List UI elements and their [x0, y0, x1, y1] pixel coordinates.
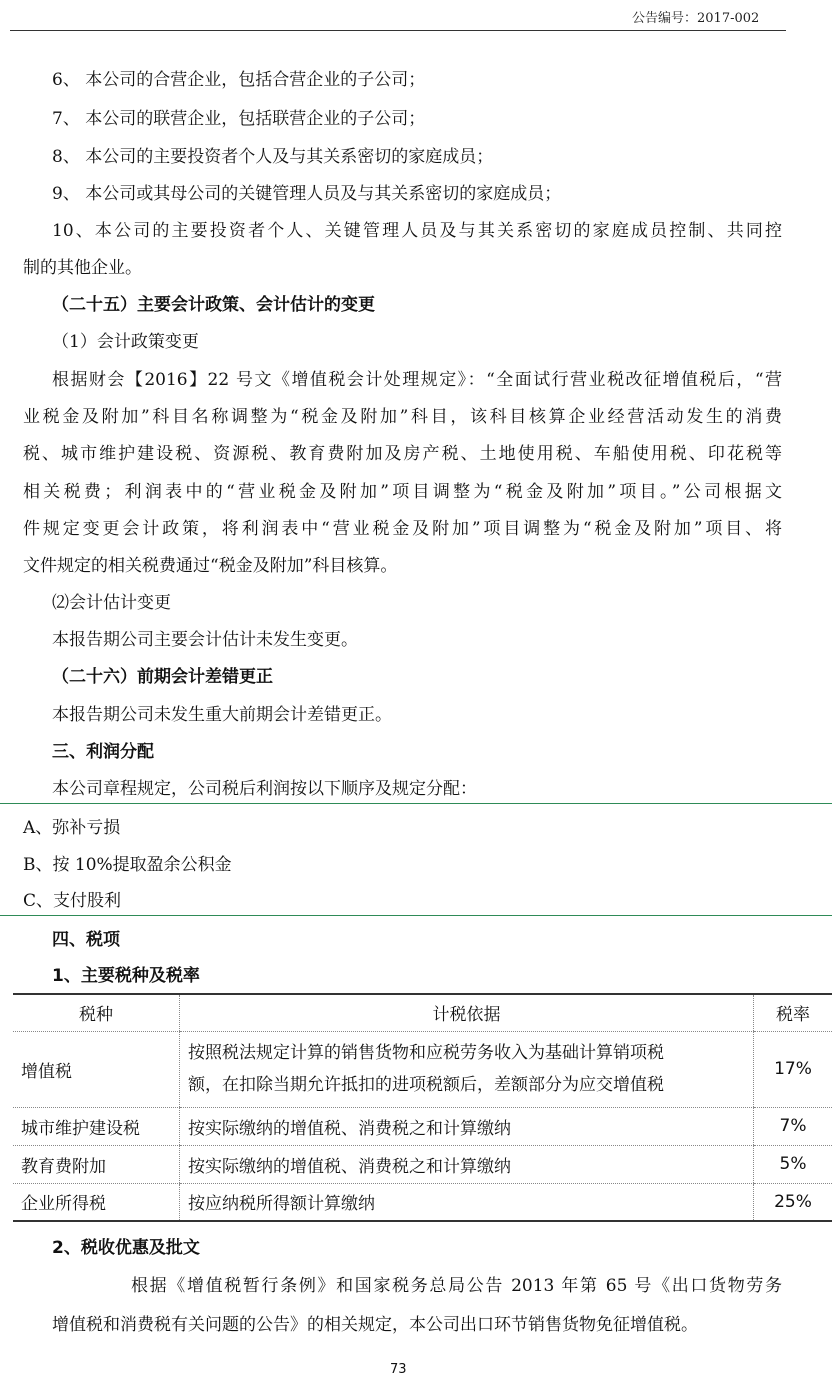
- section-heading-26: （二十六）前期会计差错更正: [52, 667, 273, 687]
- cell-tax-type: 增值税: [13, 1031, 180, 1107]
- paragraph-line: 相关税费；利润表中的“营业税金及附加”项目调整为“税金及附加”项目。”公司根据文: [23, 482, 782, 502]
- subheading-estimate-change: ⑵会计估计变更: [52, 593, 171, 613]
- paragraph-line: 根据财会【2016】22 号文《增值税会计处理规定》：“全面试行营业税改征增值税后，“营: [52, 370, 782, 390]
- list-item-10-line2: 制的其他企业。: [23, 258, 142, 278]
- distribution-item: C、支付股利: [23, 891, 122, 911]
- green-divider-top: [0, 803, 832, 804]
- column-header-tax-type: 税种: [13, 994, 180, 1031]
- paragraph-line: 税、城市维护建设税、资源税、教育费附加及房产税、土地使用税、车船使用税、印花税等: [23, 444, 782, 464]
- paragraph-line: 根据《增值税暂行条例》和国家税务总局公告 2013 年第 65 号《出口货物劳务: [131, 1276, 782, 1296]
- list-item-10-line1: 10、本公司的主要投资者个人、关键管理人员及与其关系密切的家庭成员控制、共同控: [52, 221, 782, 241]
- subheading-tax-rates: 1、主要税种及税率: [52, 966, 200, 986]
- paragraph-line: 增值税和消费税有关问题的公告》的相关规定，本公司出口环节销售货物免征增值税。: [52, 1315, 698, 1335]
- green-divider-bottom: [0, 915, 832, 916]
- cell-basis: 按应纳税所得额计算缴纳: [180, 1183, 754, 1221]
- distribution-item: A、弥补亏损: [23, 818, 121, 838]
- section-heading-25: （二十五）主要会计政策、会计估计的变更: [52, 295, 375, 315]
- estimate-change-text: 本报告期公司主要会计估计未发生变更。: [52, 630, 358, 650]
- table-header-row: [13, 994, 832, 1031]
- list-item: 9、 本公司或其母公司的关键管理人员及与其关系密切的家庭成员；: [52, 184, 562, 204]
- section-heading-profit-distribution: 三、利润分配: [52, 742, 154, 762]
- error-correction-text: 本报告期公司未发生重大前期会计差错更正。: [52, 705, 392, 725]
- cell-basis-line: 额，在扣除当期允许抵扣的进项税额后，差额部分为应交增值税: [188, 1075, 664, 1095]
- paragraph-line: 文件规定的相关税费通过“税金及附加”科目核算。: [23, 556, 398, 576]
- cell-rate: 25%: [754, 1183, 832, 1221]
- table-row: [13, 1145, 832, 1183]
- table-row: [13, 1183, 832, 1221]
- paragraph-line: 业税金及附加”科目名称调整为“税金及附加”科目，该科目核算企业经营活动发生的消费: [23, 407, 782, 427]
- distribution-item: B、按 10%提取盈余公积金: [23, 855, 232, 875]
- list-item: 8、 本公司的主要投资者个人及与其关系密切的家庭成员；: [52, 147, 494, 167]
- cell-basis: 按实际缴纳的增值税、消费税之和计算缴纳: [180, 1145, 754, 1183]
- cell-tax-type: 教育费附加: [13, 1145, 180, 1183]
- subheading-tax-incentives: 2、税收优惠及批文: [52, 1238, 200, 1258]
- table-row: [13, 1031, 832, 1107]
- cell-tax-type: 企业所得税: [13, 1183, 180, 1221]
- cell-tax-type: 城市维护建设税: [13, 1107, 180, 1145]
- page-number: 73: [390, 1362, 407, 1377]
- profit-distribution-intro: 本公司章程规定，公司税后利润按以下顺序及规定分配：: [52, 779, 477, 799]
- document-number: 公告编号：2017-002: [632, 11, 760, 26]
- list-item: 7、 本公司的联营企业，包括联营企业的子公司；: [52, 109, 426, 129]
- cell-rate: 17%: [754, 1031, 832, 1107]
- header-rule: [10, 30, 786, 31]
- cell-basis-line: 按照税法规定计算的销售货物和应税劳务收入为基础计算销项税: [188, 1043, 664, 1063]
- tax-rate-table: [13, 993, 832, 1222]
- paragraph-line: 件规定变更会计政策，将利润表中“营业税金及附加”项目调整为“税金及附加”项目、将: [23, 519, 782, 539]
- cell-rate: 5%: [754, 1145, 832, 1183]
- subheading-policy-change: （1）会计政策变更: [52, 332, 199, 352]
- cell-basis: 按实际缴纳的增值税、消费税之和计算缴纳: [180, 1107, 754, 1145]
- cell-rate: 7%: [754, 1107, 832, 1145]
- column-header-basis: 计税依据: [180, 994, 754, 1031]
- table-row: [13, 1107, 832, 1145]
- cell-basis: [180, 1031, 754, 1107]
- column-header-rate: 税率: [754, 994, 832, 1031]
- list-item: 6、 本公司的合营企业，包括合营企业的子公司；: [52, 70, 426, 90]
- section-heading-taxes: 四、税项: [52, 930, 120, 950]
